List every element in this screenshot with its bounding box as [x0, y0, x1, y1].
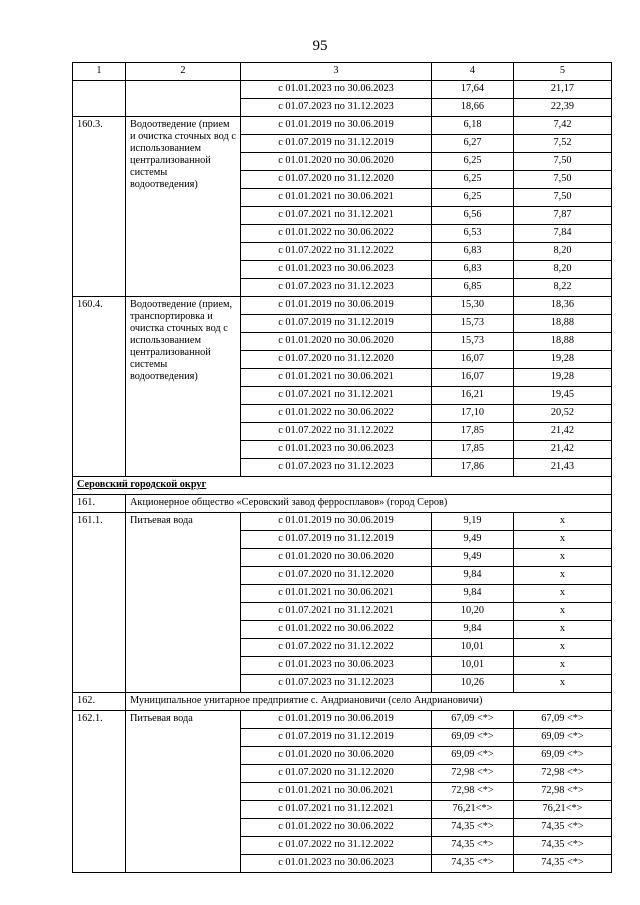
tariff-no-vat-cell: 6,83 — [432, 243, 514, 261]
period-cell: с 01.07.2021 по 31.12.2021 — [241, 603, 432, 621]
tariff-no-vat-cell: 10,01 — [432, 657, 514, 675]
period-cell: с 01.07.2021 по 31.12.2021 — [241, 387, 432, 405]
tariff-no-vat-cell: 6,27 — [432, 135, 514, 153]
tariff-no-vat-cell: 18,66 — [432, 99, 514, 117]
period-cell: с 01.01.2023 по 30.06.2023 — [241, 81, 432, 99]
tariff-no-vat-cell: 17,85 — [432, 423, 514, 441]
tariff-no-vat-cell: 6,25 — [432, 189, 514, 207]
period-cell: с 01.01.2023 по 30.06.2023 — [241, 855, 432, 873]
tariff-with-vat-cell: 76,21<*> — [514, 801, 612, 819]
period-cell: с 01.01.2023 по 30.06.2023 — [241, 441, 432, 459]
period-cell: с 01.07.2023 по 31.12.2023 — [241, 279, 432, 297]
tariff-no-vat-cell: 67,09 <*> — [432, 711, 514, 729]
table-row — [73, 711, 612, 729]
tariff-no-vat-cell: 6,53 — [432, 225, 514, 243]
tariff-with-vat-cell: 21,42 — [514, 441, 612, 459]
tariff-no-vat-cell: 72,98 <*> — [432, 765, 514, 783]
tariff-no-vat-cell: 9,84 — [432, 621, 514, 639]
tariff-with-vat-cell: 69,09 <*> — [514, 747, 612, 765]
tariff-no-vat-cell: 10,01 — [432, 639, 514, 657]
tariff-with-vat-cell: 74,35 <*> — [514, 819, 612, 837]
tariff-with-vat-cell: 72,98 <*> — [514, 765, 612, 783]
organization-row — [73, 495, 612, 513]
tariff-no-vat-cell: 9,49 — [432, 549, 514, 567]
period-cell: с 01.07.2020 по 31.12.2020 — [241, 765, 432, 783]
tariff-with-vat-cell: x — [514, 603, 612, 621]
region-title: Серовский городской округ — [73, 477, 612, 495]
tariff-with-vat-cell: 7,52 — [514, 135, 612, 153]
tariff-with-vat-cell: 20,52 — [514, 405, 612, 423]
tariff-no-vat-cell: 15,73 — [432, 333, 514, 351]
tariff-no-vat-cell: 74,35 <*> — [432, 837, 514, 855]
tariff-with-vat-cell: x — [514, 675, 612, 693]
service-name: Водоотведение (прием, транспортировка и очистка сточных вод с использованием централизованной системы водоотведения) — [126, 297, 241, 477]
tariff-no-vat-cell: 6,56 — [432, 207, 514, 225]
period-cell: с 01.01.2022 по 30.06.2022 — [241, 621, 432, 639]
period-cell: с 01.07.2022 по 31.12.2022 — [241, 423, 432, 441]
tariff-with-vat-cell: x — [514, 567, 612, 585]
service-name: Водоотведение (прием и очистка сточных вод с использованием централизованной системы водоотведения) — [126, 117, 241, 297]
period-cell: с 01.01.2019 по 30.06.2019 — [241, 513, 432, 531]
tariff-with-vat-cell: 8,22 — [514, 279, 612, 297]
organization-number: 162. — [73, 693, 126, 711]
tariff-with-vat-cell: 18,88 — [514, 315, 612, 333]
period-cell: с 01.01.2021 по 30.06.2021 — [241, 783, 432, 801]
period-cell: с 01.07.2020 по 31.12.2020 — [241, 567, 432, 585]
tariff-with-vat-cell: 8,20 — [514, 261, 612, 279]
period-cell: с 01.07.2023 по 31.12.2023 — [241, 675, 432, 693]
tariff-no-vat-cell: 6,25 — [432, 153, 514, 171]
tariff-no-vat-cell: 69,09 <*> — [432, 747, 514, 765]
period-cell: с 01.07.2019 по 31.12.2019 — [241, 315, 432, 333]
period-cell: с 01.01.2023 по 30.06.2023 — [241, 261, 432, 279]
organization-row — [73, 693, 612, 711]
item-number: 162.1. — [73, 711, 126, 873]
period-cell: с 01.01.2023 по 30.06.2023 — [241, 657, 432, 675]
tariff-no-vat-cell: 9,84 — [432, 585, 514, 603]
tariff-no-vat-cell: 6,85 — [432, 279, 514, 297]
tariff-with-vat-cell: 19,45 — [514, 387, 612, 405]
tariff-with-vat-cell: 22,39 — [514, 99, 612, 117]
tariff-with-vat-cell: x — [514, 585, 612, 603]
tariff-no-vat-cell: 6,25 — [432, 171, 514, 189]
tariff-with-vat-cell: x — [514, 639, 612, 657]
tariff-with-vat-cell: 72,98 <*> — [514, 783, 612, 801]
region-row — [73, 477, 612, 495]
period-cell: с 01.07.2019 по 31.12.2019 — [241, 135, 432, 153]
tariff-with-vat-cell: 19,28 — [514, 369, 612, 387]
tariff-with-vat-cell: 8,20 — [514, 243, 612, 261]
header-cell-1: 1 — [73, 63, 126, 81]
period-cell: с 01.07.2019 по 31.12.2019 — [241, 531, 432, 549]
organization-number: 161. — [73, 495, 126, 513]
tariff-with-vat-cell: x — [514, 621, 612, 639]
table-row — [73, 513, 612, 531]
item-number: 160.3. — [73, 117, 126, 297]
tariff-no-vat-cell: 17,85 — [432, 441, 514, 459]
period-cell: с 01.01.2020 по 30.06.2020 — [241, 333, 432, 351]
header-cell-4: 4 — [432, 63, 514, 81]
tariff-no-vat-cell: 17,64 — [432, 81, 514, 99]
tariff-with-vat-cell: x — [514, 657, 612, 675]
table-row — [73, 117, 612, 135]
period-cell: с 01.07.2022 по 31.12.2022 — [241, 837, 432, 855]
service-name: Питьевая вода — [126, 711, 241, 873]
period-cell: с 01.01.2019 по 30.06.2019 — [241, 297, 432, 315]
table-row — [73, 297, 612, 315]
tariff-no-vat-cell: 9,49 — [432, 531, 514, 549]
period-cell: с 01.01.2021 по 30.06.2021 — [241, 189, 432, 207]
tariff-with-vat-cell: x — [514, 549, 612, 567]
tariff-no-vat-cell: 10,20 — [432, 603, 514, 621]
tariff-with-vat-cell: 7,50 — [514, 171, 612, 189]
tariff-with-vat-cell: 21,17 — [514, 81, 612, 99]
tariff-no-vat-cell: 9,19 — [432, 513, 514, 531]
header-cell-5: 5 — [514, 63, 612, 81]
tariff-no-vat-cell: 74,35 <*> — [432, 855, 514, 873]
item-number: 161.1. — [73, 513, 126, 693]
tariff-with-vat-cell: 74,35 <*> — [514, 837, 612, 855]
period-cell: с 01.07.2021 по 31.12.2021 — [241, 801, 432, 819]
header-row — [73, 63, 612, 81]
tariff-with-vat-cell: 7,50 — [514, 189, 612, 207]
period-cell: с 01.01.2020 по 30.06.2020 — [241, 747, 432, 765]
tariff-no-vat-cell: 69,09 <*> — [432, 729, 514, 747]
period-cell: с 01.01.2022 по 30.06.2022 — [241, 225, 432, 243]
tariff-with-vat-cell: 21,43 — [514, 459, 612, 477]
tariff-no-vat-cell: 10,26 — [432, 675, 514, 693]
table-row — [73, 81, 612, 99]
period-cell: с 01.01.2020 по 30.06.2020 — [241, 153, 432, 171]
period-cell: с 01.07.2022 по 31.12.2022 — [241, 639, 432, 657]
period-cell: с 01.07.2023 по 31.12.2023 — [241, 459, 432, 477]
tariff-no-vat-cell: 6,83 — [432, 261, 514, 279]
tariff-no-vat-cell: 17,10 — [432, 405, 514, 423]
tariff-with-vat-cell: 69,09 <*> — [514, 729, 612, 747]
tariff-with-vat-cell: 7,50 — [514, 153, 612, 171]
tariff-no-vat-cell: 76,21<*> — [432, 801, 514, 819]
period-cell: с 01.07.2019 по 31.12.2019 — [241, 729, 432, 747]
tariff-no-vat-cell: 16,21 — [432, 387, 514, 405]
period-cell: с 01.01.2022 по 30.06.2022 — [241, 819, 432, 837]
item-number — [73, 81, 126, 117]
tariff-with-vat-cell: x — [514, 513, 612, 531]
period-cell: с 01.01.2021 по 30.06.2021 — [241, 369, 432, 387]
tariff-with-vat-cell: 74,35 <*> — [514, 855, 612, 873]
page-number: 95 — [312, 38, 328, 54]
tariff-no-vat-cell: 72,98 <*> — [432, 783, 514, 801]
period-cell: с 01.07.2020 по 31.12.2020 — [241, 171, 432, 189]
period-cell: с 01.01.2022 по 30.06.2022 — [241, 405, 432, 423]
tariff-with-vat-cell: 7,87 — [514, 207, 612, 225]
tariff-no-vat-cell: 16,07 — [432, 351, 514, 369]
period-cell: с 01.01.2020 по 30.06.2020 — [241, 549, 432, 567]
tariff-with-vat-cell: 67,09 <*> — [514, 711, 612, 729]
header-cell-2: 2 — [126, 63, 241, 81]
period-cell: с 01.07.2021 по 31.12.2021 — [241, 207, 432, 225]
tariff-with-vat-cell: x — [514, 531, 612, 549]
tariff-with-vat-cell: 7,84 — [514, 225, 612, 243]
organization-name: Акционерное общество «Серовский завод ферросплавов» (город Серов) — [126, 495, 612, 513]
period-cell: с 01.07.2023 по 31.12.2023 — [241, 99, 432, 117]
tariff-no-vat-cell: 17,86 — [432, 459, 514, 477]
tariff-no-vat-cell: 9,84 — [432, 567, 514, 585]
period-cell: с 01.01.2019 по 30.06.2019 — [241, 117, 432, 135]
period-cell: с 01.07.2022 по 31.12.2022 — [241, 243, 432, 261]
tariff-no-vat-cell: 6,18 — [432, 117, 514, 135]
tariff-with-vat-cell: 18,88 — [514, 333, 612, 351]
tariff-with-vat-cell: 21,42 — [514, 423, 612, 441]
header-cell-3: 3 — [241, 63, 432, 81]
tariff-table — [72, 62, 612, 873]
tariff-no-vat-cell: 16,07 — [432, 369, 514, 387]
tariff-no-vat-cell: 15,30 — [432, 297, 514, 315]
tariff-with-vat-cell: 18,36 — [514, 297, 612, 315]
service-name — [126, 81, 241, 117]
tariff-with-vat-cell: 7,42 — [514, 117, 612, 135]
tariff-with-vat-cell: 19,28 — [514, 351, 612, 369]
item-number: 160.4. — [73, 297, 126, 477]
period-cell: с 01.07.2020 по 31.12.2020 — [241, 351, 432, 369]
period-cell: с 01.01.2019 по 30.06.2019 — [241, 711, 432, 729]
organization-name: Муниципальное унитарное предприятие с. Андриановичи (село Андриановичи) — [126, 693, 612, 711]
tariff-no-vat-cell: 15,73 — [432, 315, 514, 333]
service-name: Питьевая вода — [126, 513, 241, 693]
tariff-no-vat-cell: 74,35 <*> — [432, 819, 514, 837]
period-cell: с 01.01.2021 по 30.06.2021 — [241, 585, 432, 603]
